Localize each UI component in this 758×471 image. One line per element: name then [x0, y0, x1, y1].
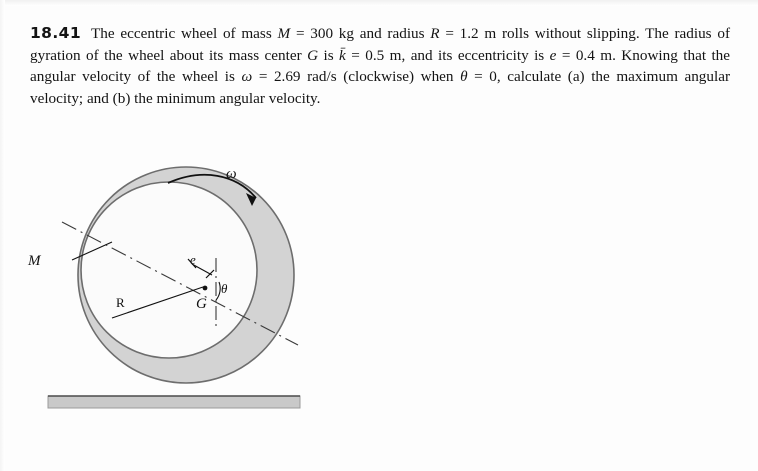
scan-edge-left	[0, 0, 5, 471]
label-omega: ω	[226, 166, 237, 182]
ground-bar	[48, 396, 300, 408]
scan-edge-top	[0, 0, 758, 6]
problem-statement	[30, 22, 730, 109]
problem-body: The eccentric wheel of mass M = 300 kg and radius R = 1.2 m rolls without slipping. The radius of gyration of the wheel about its mass center G is k̄ = 0.5 m, and its eccentricity is e = 0.4 m. Knowing that the angular velocity of the wheel is ω = 2.69 rad/s (clockwise) when θ = 0, calculate (a) the maximum angular velocity; and (b) the minimum angular velocity.	[30, 25, 731, 107]
problem-number: 18.41	[30, 24, 82, 42]
label-theta: θ	[221, 281, 228, 296]
figure-eccentric-wheel	[20, 160, 420, 440]
wheel-inner-circle	[81, 182, 257, 358]
label-eccentricity: e	[190, 252, 196, 267]
label-mass: M	[28, 253, 41, 269]
label-center-g: G	[196, 296, 207, 312]
label-radius: R	[116, 295, 125, 310]
center-point-g	[203, 286, 208, 291]
